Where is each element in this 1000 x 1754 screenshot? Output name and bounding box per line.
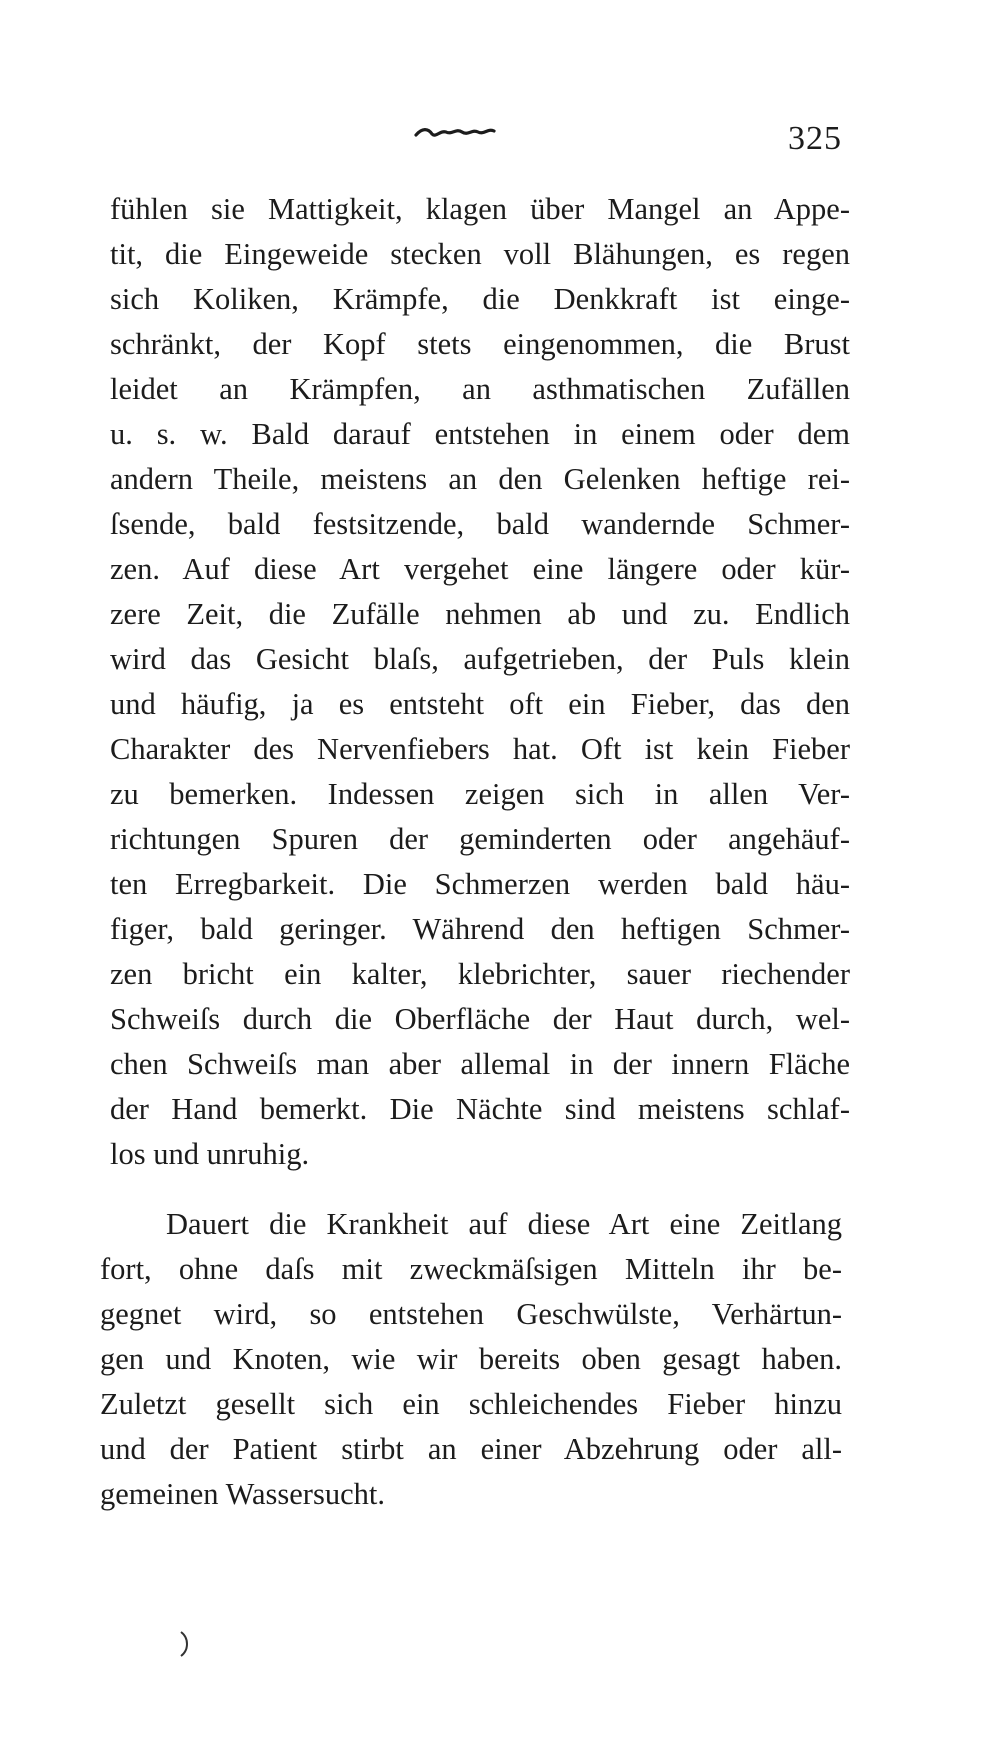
text-line: leidet an Krämpfen, an asthmatischen Zufällen: [110, 372, 850, 406]
decorative-rule-ornament-icon: [414, 126, 496, 140]
text-line: andern Theile, meistens an den Gelenken heftige rei-: [110, 462, 850, 496]
text-line: und häufig, ja es entsteht oft ein Fieber, das den: [110, 687, 850, 721]
text-line: wird das Gesicht blaſs, aufgetrieben, der Puls klein: [110, 642, 850, 676]
text-line: fort, ohne daſs mit zweckmäſsigen Mitteln ihr be-: [100, 1252, 842, 1286]
text-line: Charakter des Nervenfiebers hat. Oft ist kein Fieber: [110, 732, 850, 766]
text-line: ſsende, bald festsitzende, bald wandernde Schmer-: [110, 507, 850, 541]
text-line: gemeinen Wassersucht.: [100, 1477, 385, 1511]
text-line: tit, die Eingeweide stecken voll Blähungen, es regen: [110, 237, 850, 271]
text-line: Zuletzt gesellt sich ein schleichendes Fieber hinzu: [100, 1387, 842, 1421]
text-line: zen bricht ein kalter, klebrichter, sauer riechender: [110, 957, 850, 991]
text-line: Schweiſs durch die Oberfläche der Haut durch, wel-: [110, 1002, 850, 1036]
text-line: gen und Knoten, wie wir bereits oben gesagt haben.: [100, 1342, 842, 1376]
paragraph-2: [100, 1202, 842, 1517]
text-line: Dauert die Krankheit auf diese Art eine Zeitlang: [166, 1207, 842, 1241]
text-line: gegnet wird, so entstehen Geschwülste, Verhärtun-: [100, 1297, 842, 1331]
page-number: 325: [788, 120, 842, 157]
text-line: der Hand bemerkt. Die Nächte sind meistens schlaf-: [110, 1092, 850, 1126]
text-line: schränkt, der Kopf stets eingenommen, die Brust: [110, 327, 850, 361]
ink-speck-icon: [178, 1630, 192, 1658]
text-line: zen. Auf diese Art vergehet eine längere oder kür-: [110, 552, 850, 586]
text-line: richtungen Spuren der geminderten oder angehäuf-: [110, 822, 850, 856]
text-line: zere Zeit, die Zufälle nehmen ab und zu. Endlich: [110, 597, 850, 631]
text-line: fühlen sie Mattigkeit, klagen über Mangel an Appe-: [110, 192, 850, 226]
text-line: chen Schweiſs man aber allemal in der innern Fläche: [110, 1047, 850, 1081]
text-line: u. s. w. Bald darauf entstehen in einem oder dem: [110, 417, 850, 451]
page-header: [0, 120, 1000, 170]
text-line: ten Erregbarkeit. Die Schmerzen werden bald häu-: [110, 867, 850, 901]
paragraph-1: [110, 187, 850, 1177]
text-line: und der Patient stirbt an einer Abzehrung oder all-: [100, 1432, 842, 1466]
text-line: figer, bald geringer. Während den heftigen Schmer-: [110, 912, 850, 946]
text-line: sich Koliken, Krämpfe, die Denkkraft ist einge-: [110, 282, 850, 316]
text-line: zu bemerken. Indessen zeigen sich in allen Ver-: [110, 777, 850, 811]
text-line: los und unruhig.: [110, 1137, 310, 1171]
